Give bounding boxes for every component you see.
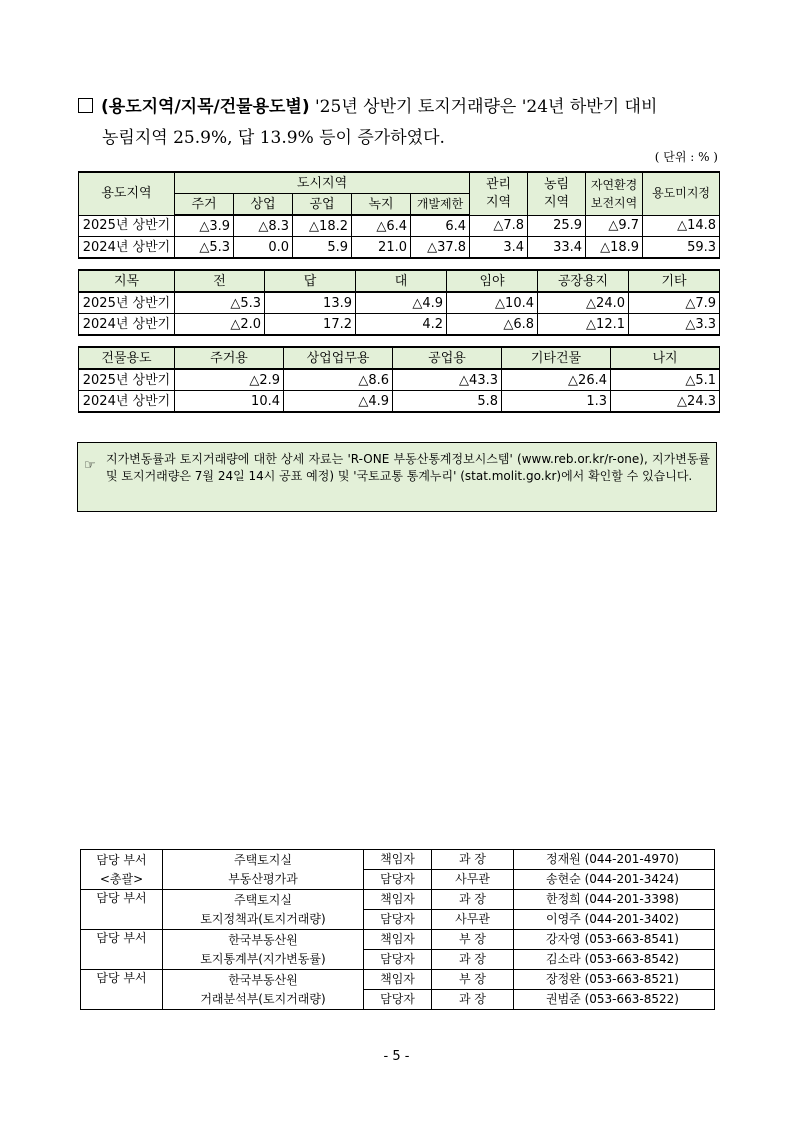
cell: 5.8 [393,391,502,413]
table-row [81,890,715,910]
heading-line2: 농림지역 25.9%, 답 13.9% 등이 증가하였다. [102,128,445,148]
contacts-table [80,849,715,1010]
cell: △14.8 [643,215,720,237]
table-row [79,292,720,314]
contact-role: 책임자 [364,890,432,910]
cell: 5.9 [293,237,352,259]
cell: △18.2 [293,215,352,237]
contact-title: 부 장 [432,930,514,950]
cell: 6.4 [411,215,470,237]
row-label: 2024년 상반기 [79,314,175,336]
cell: 17.2 [265,314,356,336]
zoning-label-header: 용도지역 [79,172,175,215]
cell: △8.3 [234,215,293,237]
dept-name: 주택토지실 부동산평가과 [163,850,364,890]
table-header: 건물용도 [79,347,175,369]
row-label: 2025년 상반기 [79,215,175,237]
contact-role: 책임자 [364,930,432,950]
cell: △24.0 [538,292,629,314]
contact-title: 과 장 [432,950,514,970]
cell: △7.8 [470,215,528,237]
cell: △6.8 [447,314,538,336]
cell: △5.3 [175,237,234,259]
table-row [79,391,720,413]
section-heading [78,92,728,154]
cell: △4.9 [356,292,447,314]
heading-bold: (용도지역/지목/건물용도별) [101,97,310,117]
table-header: 기타건물 [502,347,611,369]
table-header: 답 [265,270,356,292]
contact-name: 강자영 (053-663-8541) [514,930,715,950]
contact-name: 김소라 (053-663-8542) [514,950,715,970]
cell: 3.4 [470,237,528,259]
contact-title: 사무관 [432,870,514,890]
pointing-hand-icon: ☞ [84,458,96,473]
cell: △3.3 [629,314,720,336]
dept-name: 주택토지실 토지정책과(토지거래량) [163,890,364,930]
table-header: 지목 [79,270,175,292]
contact-role: 책임자 [364,970,432,990]
dept-group: 담당 부서 [81,890,163,930]
zoning-table [78,171,720,259]
cell: 25.9 [528,215,586,237]
contact-role: 담당자 [364,950,432,970]
cell: 4.2 [356,314,447,336]
contact-name: 권범준 (053-663-8522) [514,990,715,1010]
cell: △26.4 [502,369,611,391]
cell: 1.3 [502,391,611,413]
management-area-header: 관리 지역 [470,172,528,215]
sub-header: 녹지 [352,194,411,216]
sub-header: 주거 [175,194,234,216]
cell: △8.6 [284,369,393,391]
cell: △37.8 [411,237,470,259]
table-header: 대 [356,270,447,292]
dept-group: 담당 부서 [81,930,163,970]
cell: 21.0 [352,237,411,259]
table-header: 기타 [629,270,720,292]
table-row [81,930,715,950]
row-label: 2025년 상반기 [79,369,175,391]
dept-name: 한국부동산원 토지통계부(지가변동률) [163,930,364,970]
cell: △24.3 [611,391,720,413]
cell: △10.4 [447,292,538,314]
table-row [79,215,720,237]
cell: △2.9 [175,369,284,391]
row-label: 2024년 상반기 [79,391,175,413]
checkbox-square-icon [78,98,93,113]
sub-header: 공업 [293,194,352,216]
dept-group: 담당 부서 [81,970,163,1010]
land-category-table [78,269,720,336]
dept-name: 한국부동산원 거래분석부(토지거래량) [163,970,364,1010]
building-use-table [78,346,720,413]
table-row [79,314,720,336]
note-text: 지가변동률과 토지거래량에 대한 상세 자료는 'R-ONE 부동산통계정보시스템' (www.reb.or.kr/r-one), 지가변동률 및 토지거래량은 7월 24일 14시 공표 예정) 및 '국토교통 통계누리' (stat.molit.go.kr)에서 확인할 수 있습니다. [106,452,710,483]
table-row [79,237,720,259]
contact-title: 사무관 [432,910,514,930]
table-row [81,970,715,990]
cell: △5.3 [175,292,265,314]
contact-name: 이영주 (044-201-3402) [514,910,715,930]
table-row [81,850,715,870]
row-label: 2024년 상반기 [79,237,175,259]
cell: 10.4 [175,391,284,413]
contact-name: 정재원 (044-201-4970) [514,850,715,870]
dept-group: 담당 부서 <총괄> [81,850,163,890]
table-header: 전 [175,270,265,292]
contact-title: 부 장 [432,970,514,990]
contact-title: 과 장 [432,850,514,870]
table-header: 주거용 [175,347,284,369]
cell: △3.9 [175,215,234,237]
contact-role: 담당자 [364,990,432,1010]
contact-role: 담당자 [364,910,432,930]
cell: △18.9 [586,237,643,259]
undesignated-header: 용도미지정 [643,172,720,215]
table-header: 공장용지 [538,270,629,292]
cell: 0.0 [234,237,293,259]
table-row [79,369,720,391]
contact-name: 송현순 (044-201-3424) [514,870,715,890]
unit-label: ( 단위 : % ) [654,150,718,164]
urban-area-header: 도시지역 [175,172,470,194]
contact-name: 장정완 (053-663-8521) [514,970,715,990]
table-header: 임야 [447,270,538,292]
conservation-area-header: 자연환경 보전지역 [586,172,643,215]
cell: 33.4 [528,237,586,259]
table-header: 나지 [611,347,720,369]
cell: 13.9 [265,292,356,314]
cell: △9.7 [586,215,643,237]
agricultural-area-header: 농림 지역 [528,172,586,215]
cell: △5.1 [611,369,720,391]
sub-header: 상업 [234,194,293,216]
cell: △2.0 [175,314,265,336]
contact-role: 책임자 [364,850,432,870]
heading-line1: '25년 상반기 토지거래량은 '24년 하반기 대비 [309,97,658,117]
contact-role: 담당자 [364,870,432,890]
contact-title: 과 장 [432,890,514,910]
cell: △7.9 [629,292,720,314]
table-header: 상업업무용 [284,347,393,369]
contact-name: 한정희 (044-201-3398) [514,890,715,910]
cell: 59.3 [643,237,720,259]
row-label: 2025년 상반기 [79,292,175,314]
page-number: - 5 - [383,1049,410,1064]
cell: △4.9 [284,391,393,413]
reference-note [77,442,717,512]
table-header: 공업용 [393,347,502,369]
sub-header: 개발제한 [411,194,470,216]
cell: △6.4 [352,215,411,237]
cell: △43.3 [393,369,502,391]
cell: △12.1 [538,314,629,336]
contact-title: 과 장 [432,990,514,1010]
